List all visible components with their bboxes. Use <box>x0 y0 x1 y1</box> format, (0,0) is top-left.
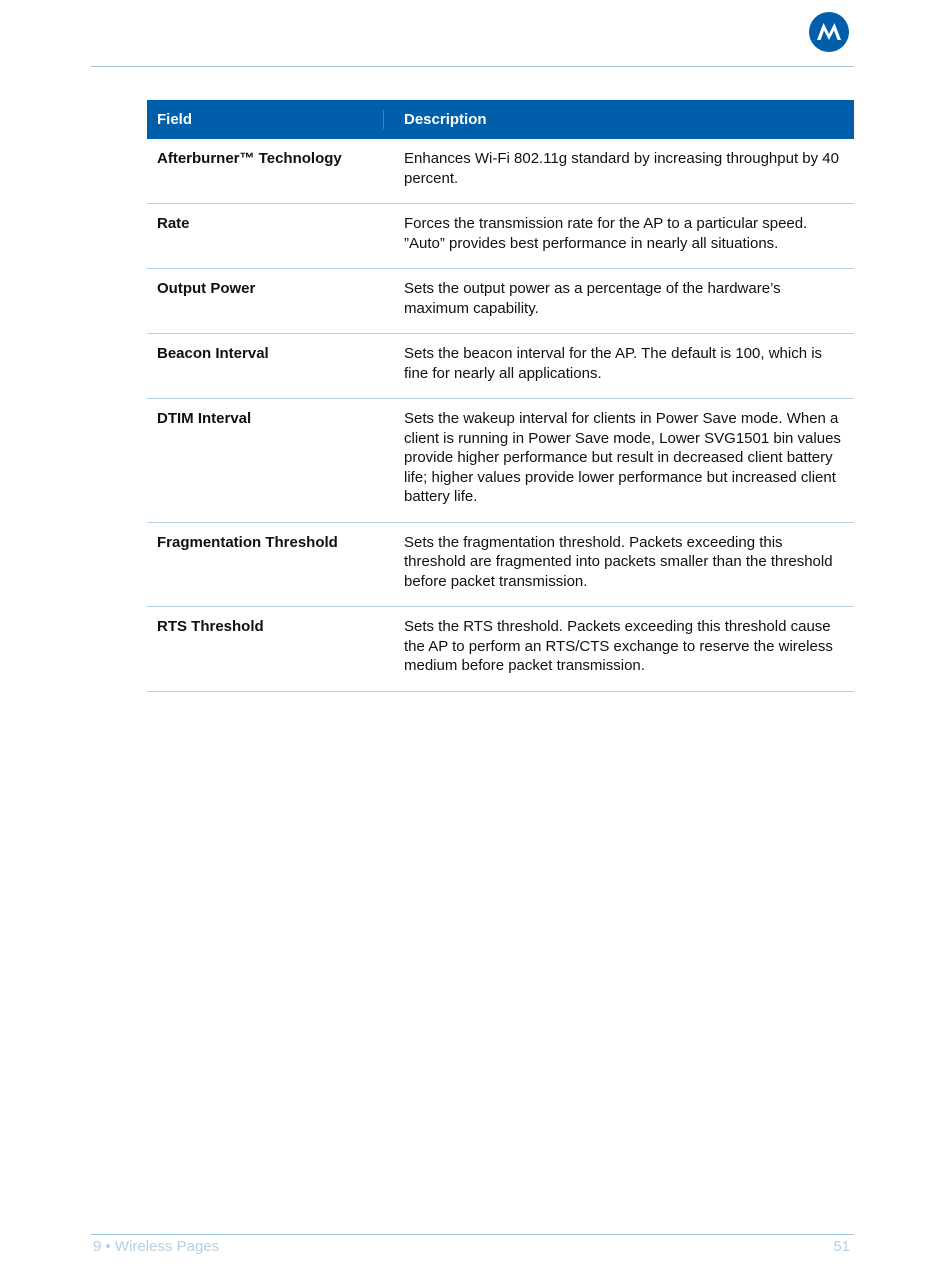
table-row <box>147 399 854 523</box>
field-description: Enhances Wi-Fi 802.11g standard by increasing throughput by 40 percent. <box>384 139 854 204</box>
header-divider <box>91 66 854 67</box>
column-header-field: Field <box>147 100 384 139</box>
field-description-table <box>147 100 854 692</box>
field-name: DTIM Interval <box>147 399 384 523</box>
table-row <box>147 204 854 269</box>
table-row <box>147 334 854 399</box>
field-description: Sets the beacon interval for the AP. The default is 100, which is fine for nearly all applications. <box>384 334 854 399</box>
field-name: Fragmentation Threshold <box>147 522 384 607</box>
field-name: Rate <box>147 204 384 269</box>
field-description: Forces the transmission rate for the AP to a particular speed. ”Auto” provides best performance in nearly all situations. <box>384 204 854 269</box>
field-name: Output Power <box>147 269 384 334</box>
table-row <box>147 607 854 692</box>
field-name: RTS Threshold <box>147 607 384 692</box>
table-row <box>147 139 854 204</box>
column-header-description: Description <box>384 100 854 139</box>
table-row <box>147 522 854 607</box>
field-description: Sets the RTS threshold. Packets exceeding this threshold cause the AP to perform an RTS/CTS exchange to reserve the wireless medium before packet transmission. <box>384 607 854 692</box>
footer-section-label: 9 • Wireless Pages <box>93 1238 220 1255</box>
table-header-row <box>147 100 854 139</box>
field-description: Sets the wakeup interval for clients in Power Save mode. When a client is running in Power Save mode, Lower SVG1501 bin values provide higher performance but result in decreased client battery life; higher values provide lower performance but increased client battery life. <box>384 399 854 523</box>
field-description: Sets the fragmentation threshold. Packets exceeding this threshold are fragmented into packets smaller than the threshold before packet transmission. <box>384 522 854 607</box>
motorola-logo-icon <box>809 12 849 52</box>
field-description: Sets the output power as a percentage of the hardware’s maximum capability. <box>384 269 854 334</box>
table-row <box>147 269 854 334</box>
footer-divider <box>91 1234 854 1235</box>
field-name: Beacon Interval <box>147 334 384 399</box>
field-name: Afterburner™ Technology <box>147 139 384 204</box>
footer-page-number: 51 <box>833 1238 850 1255</box>
